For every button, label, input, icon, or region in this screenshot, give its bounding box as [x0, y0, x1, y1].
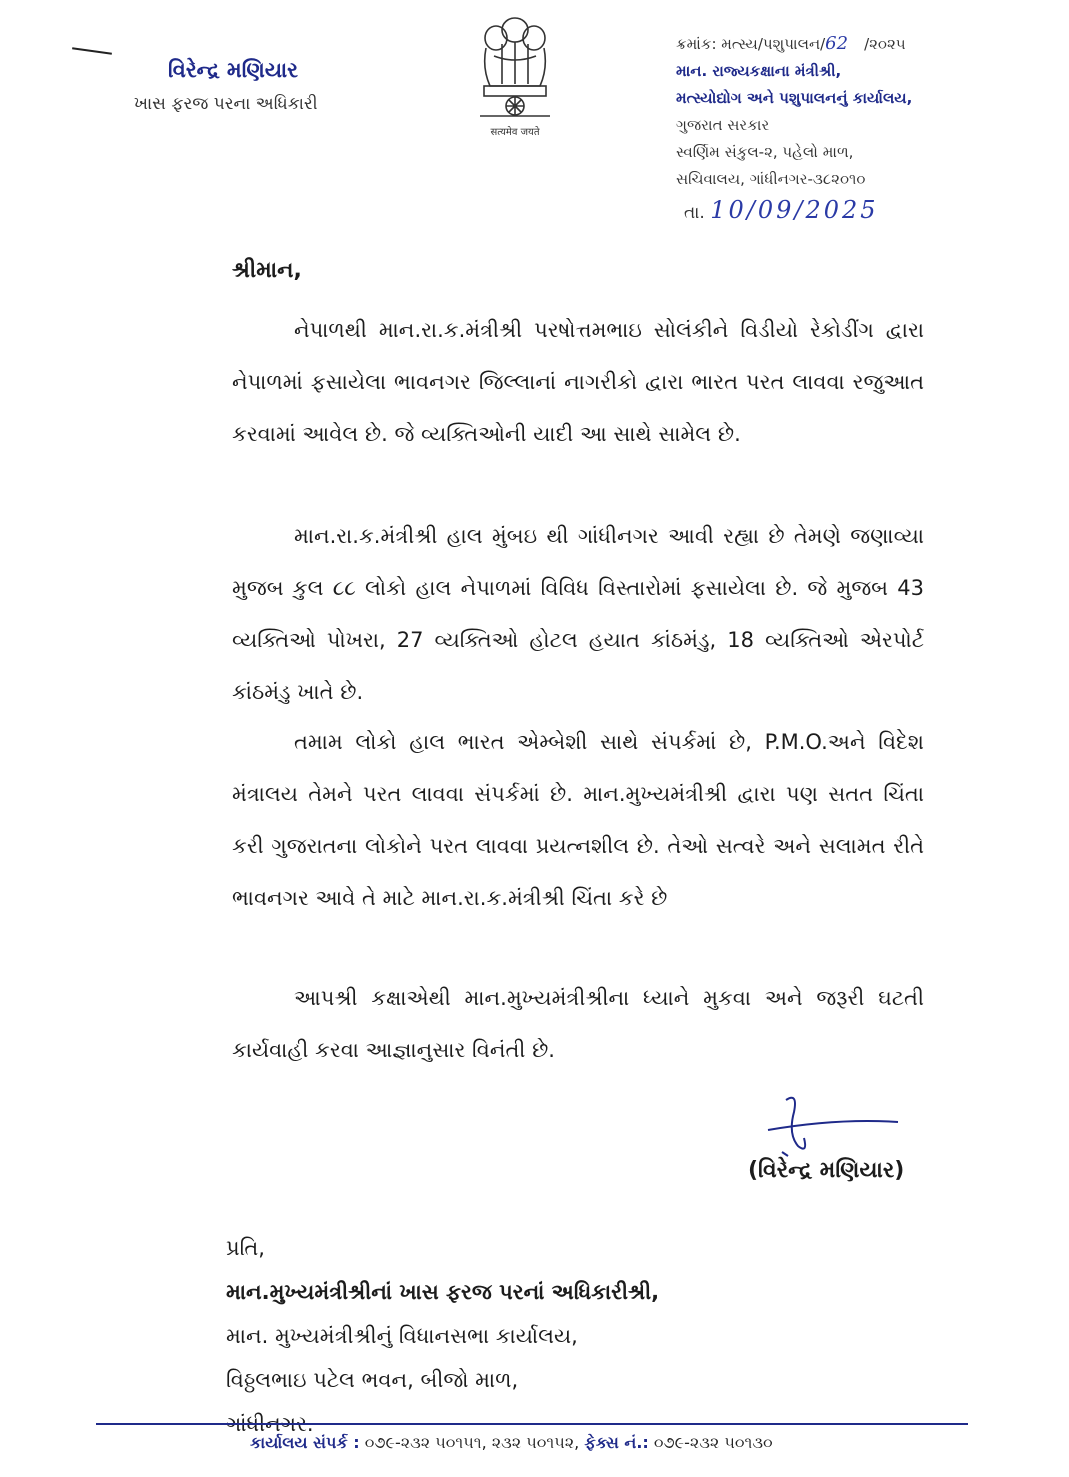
office-minister-line: માન. રાજ્યકક્ષાના મંત્રીશ્રી, — [676, 62, 842, 80]
emblem-motto: सत्यमेव जयते — [490, 127, 540, 138]
office-city-line: સચિવાલય, ગાંધીનગર-૩૮૨૦૧૦ — [676, 170, 866, 188]
reference-number: ક્રમાંક: મત્સ્ય/પશુપાલન/62 /૨૦૨૫ — [676, 33, 906, 54]
footer-contact: કાર્યાલય સંપર્ક : ૦૭૯-૨૩૨ ૫૦૧૫૧, ૨૩૨ ૫૦૧૫૨, ફેક્સ નં.: ૦૭૯-૨૩૨ ૫૦૧૩૦ — [250, 1433, 773, 1452]
footer-divider — [96, 1423, 968, 1425]
letter-date: તા. 10/09/2025 — [684, 196, 879, 224]
handwritten-ref-number: 62 — [825, 33, 849, 54]
recipient-city: ગાંધીનગર. — [226, 1412, 314, 1436]
recipient-office: માન. મુખ્યમંત્રીશ્રીનું વિધાનસભા કાર્યાલય, — [226, 1324, 578, 1348]
sender-name: વિરેન્દ્ર મણિયાર — [168, 58, 299, 82]
letter-paragraph-1: નેપાળથી માન.રા.ક.મંત્રીશ્રી પરષોત્તમભાઇ સોલંકીને વિડીયો રેકોડીંગ દ્વારા નેપાળમાં ફસાયેલા ભાવનગર જિલ્લાનાં નાગરીકો દ્વારા ભારત પરત લાવવા રજુઆત કરવામાં આવેલ છે. જે વ્યક્તિઓની યાદી આ સાથે સામેલ છે. — [232, 318, 924, 446]
office-building-line: સ્વર્ણિમ સંકુલ-૨, પહેલો માળ, — [676, 143, 854, 161]
office-government-line: ગુજરાત સરકાર — [676, 116, 770, 134]
sender-title: ખાસ ફરજ પરના અધિકારી — [134, 94, 318, 114]
office-block — [676, 30, 912, 193]
letter-paragraph-4: આપશ્રી કક્ષાએથી માન.મુખ્યમંત્રીશ્રીના ધ્યાને મુકવા અને જરૂરી ઘટતી કાર્યવાહી કરવા આજ્ઞાનુસાર વિનંતી છે. — [232, 986, 924, 1062]
recipient-title: માન.મુખ્યમંત્રીશ્રીનાં ખાસ ફરજ પરનાં અધિકારીશ્રી, — [226, 1280, 660, 1304]
letter-paragraph-2: માન.રા.ક.મંત્રીશ્રી હાલ મુંબઇ થી ગાંધીનગર આવી રહ્યા છે તેમણે જણાવ્યા મુજબ કુલ ૮૮ લોકો હાલ નેપાળમાં વિવિધ વિસ્તારોમાં ફસાયેલા છે. જે મુજબ 43 વ્યક્તિઓ પોખરા, 27 વ્યક્તિઓ હોટલ હયાત કાંઠમંડુ, 18 વ્યક્તિઓ એરપોર્ટ કાંઠમંડુ ખાતે છે. — [232, 524, 924, 704]
handwritten-date: 10/09/2025 — [710, 196, 879, 224]
letter-paragraph-3: તમામ લોકો હાલ ભારત એમ્બેશી સાથે સંપર્કમાં છે, P.M.O.અને વિદેશ મંત્રાલય તેમને પરત લાવવા સંપર્કમાં છે. માન.મુખ્યમંત્રીશ્રી દ્વારા પણ સતત ચિંતા કરી ગુજરાતના લોકોને પરત લાવવા પ્રયત્નશીલ છે. તેઓ સત્વરે અને સલામત રીતે ભાવનગર આવે તે માટે માન.રા.ક.મંત્રીશ્રી ચિંતા કરે છે — [232, 730, 924, 910]
salutation: શ્રીમાન, — [232, 258, 302, 283]
recipient-prefix: પ્રતિ, — [226, 1236, 265, 1260]
recipient-building: વિઠ્ઠલભાઇ પટેલ ભવન, બીજો માળ, — [226, 1368, 519, 1392]
national-emblem-icon — [472, 8, 558, 124]
signatory-name: (વિરેન્દ્ર મણિયાર) — [748, 1158, 905, 1183]
office-department-line: મત્સ્યોદ્યોગ અને પશુપાલનનું કાર્યાલય, — [676, 89, 913, 107]
margin-mark — [72, 47, 112, 55]
recipient-address — [226, 1226, 659, 1446]
